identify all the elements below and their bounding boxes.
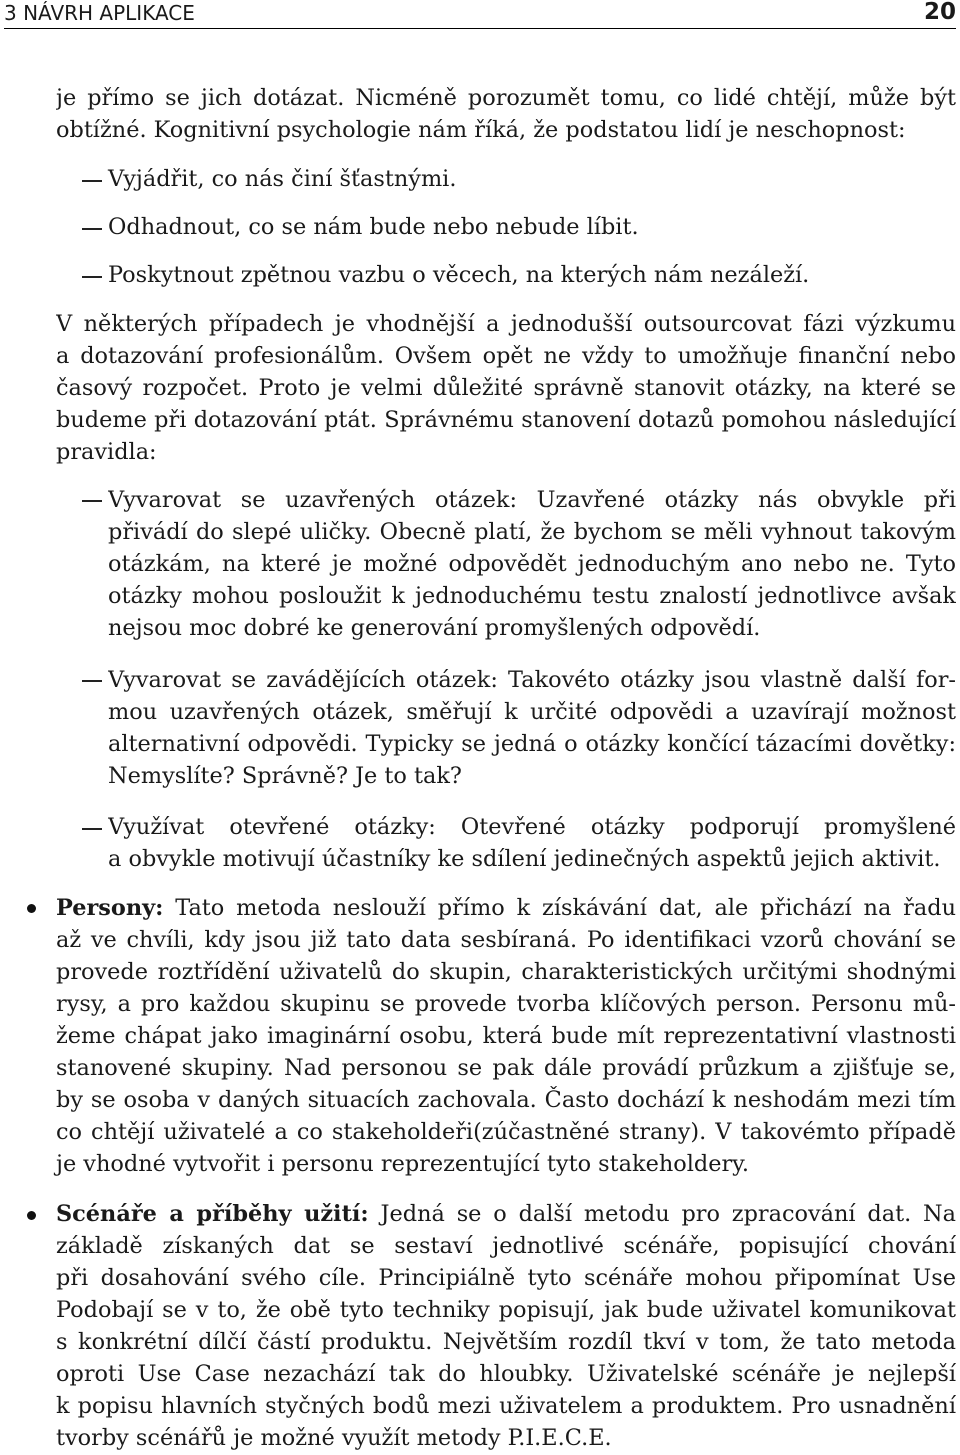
rule-line: nejsou moc dobré ke generování promyšlených odpovědí. [108, 615, 761, 641]
dash-marker [82, 500, 102, 502]
rule-line: otázkám, na které je možné odpovědět jednoduchým ano nebo ne. Tyto [108, 551, 956, 577]
bullet-text: Jedná se o další metodu pro zpracování dat. Na [380, 1201, 956, 1227]
running-header [4, 0, 956, 29]
bullet-line: žeme chápat jako imaginární osobu, která bude mít reprezentativní vlastnosti [56, 1023, 956, 1049]
bullet-line: tvorby scénářů je možné využít metody P.I.E.C.E. [56, 1425, 612, 1451]
paragraph-line: pravidla: [56, 439, 157, 465]
bullet-term: Scénáře a příběhy užití: [56, 1201, 369, 1227]
rule-line: přivádí do slepé uličky. Obecně platí, že bychom se měli vyhnout takovým [108, 519, 956, 545]
dash-marker [82, 228, 102, 230]
bullet-line: je vhodné vytvořit i personu reprezentující tyto stakeholdery. [56, 1151, 749, 1177]
dash-marker [82, 828, 102, 830]
paragraph-line: V některých případech je vhodnější a jednodušší outsourcovat fázi výzkumu [56, 311, 956, 337]
page-number: 20 [923, 0, 956, 25]
bullet-line: provede roztřídění uživatelů do skupin, charakteristických určitými shodnými [56, 959, 956, 985]
intro-line: je přímo se jich dotázat. Nicméně porozumět tomu, co lidé chtějí, může být [56, 85, 956, 111]
paragraph-line: budeme při dotazování ptát. Správnému stanovení dotazů pomohou následující [56, 407, 956, 433]
bullet-marker [27, 904, 36, 913]
bullet-line: při dosahování svého cíle. Principiálně tyto scénáře mohou připomínat Use [56, 1265, 956, 1291]
rule-line: a obvykle motivují účastníky ke sdílení jedinečných aspektů jejich aktivit. [108, 846, 941, 872]
bullet-line: Podobají se v to, že obě tyto techniky popisují, jak bude uživatel komunikovat [56, 1297, 956, 1323]
list-item: Poskytnout zpětnou vazbu o věcech, na kterých nám nezáleží. [108, 262, 810, 288]
bullet-line: co chtějí uživatelé a co stakeholdeři(zúčastněné strany). V takovémto případě [56, 1119, 956, 1145]
bullet-line: stanovené skupiny. Nad personou se pak dále provádí průzkum a zjišťuje se, [56, 1055, 956, 1081]
rule-line: Vyvarovat se uzavřených otázek: Uzavřené otázky nás obvykle při [108, 487, 956, 513]
dash-marker [82, 680, 102, 682]
dash-marker [82, 276, 102, 278]
rule-line: otázky mohou posloužit k jednoduchému testu znalostí jednotlivce avšak [108, 583, 956, 609]
paragraph-line: a dotazování profesionálům. Ovšem opět ne vždy to umožňuje finanční nebo [56, 343, 956, 369]
dash-marker [82, 180, 102, 182]
bullet-term: Persony: [56, 895, 164, 921]
bullet-line: oproti Use Case nezachází tak do hloubky. Uživatelské scénáře je nejlepší [56, 1361, 956, 1387]
bullet-first-line [56, 1198, 956, 1230]
bullet-first-line [56, 892, 956, 924]
bullet-text: Tato metoda neslouží přímo k získávání dat, ale přichází na řadu [175, 895, 956, 921]
list-item: Odhadnout, co se nám bude nebo nebude líbit. [108, 214, 639, 240]
bullet-line: rysy, a pro každou skupinu se provede tvorba klíčových person. Personu mů- [56, 991, 956, 1017]
rule-line: alternativní odpovědi. Typicky se jedná o otázky končící tázacími dovětky: [108, 731, 956, 757]
bullet-line: by se osoba v daných situacích zachovala. Často dochází k neshodám mezi tím [56, 1087, 956, 1113]
list-item: Vyjádřit, co nás činí šťastnými. [108, 166, 457, 192]
rule-line: Využívat otevřené otázky: Otevřené otázky podporují promyšlené [108, 814, 956, 840]
bullet-line: až ve chvíli, kdy jsou již tato data sesbíraná. Po identifikaci vzorů chování se [56, 927, 956, 953]
bullet-marker [27, 1211, 36, 1220]
rule-line: Nemyslíte? Správně? Je to tak? [108, 763, 462, 789]
paragraph-line: časový rozpočet. Proto je velmi důležité správně stanovit otázky, na které se [56, 375, 956, 401]
intro-line: obtížné. Kognitivní psychologie nám říká, že podstatou lidí je neschopnost: [56, 117, 906, 143]
bullet-line: k popisu hlavních styčných bodů mezi uživatelem a produktem. Pro usnadnění [56, 1393, 956, 1419]
bullet-line: základě získaných dat se sestaví jednotlivé scénáře, popisující chování [56, 1233, 956, 1259]
rule-line: mou uzavřených otázek, směřují k určité odpovědi a uzavírají možnost [108, 699, 956, 725]
chapter-title: 3 NÁVRH APLIKACE [4, 1, 195, 25]
bullet-line: s konkrétní dílčí částí produktu. Největším rozdíl tkví v tom, že tato metoda [56, 1329, 956, 1355]
rule-line: Vyvarovat se zavádějících otázek: Takovéto otázky jsou vlastně další for- [108, 667, 956, 693]
